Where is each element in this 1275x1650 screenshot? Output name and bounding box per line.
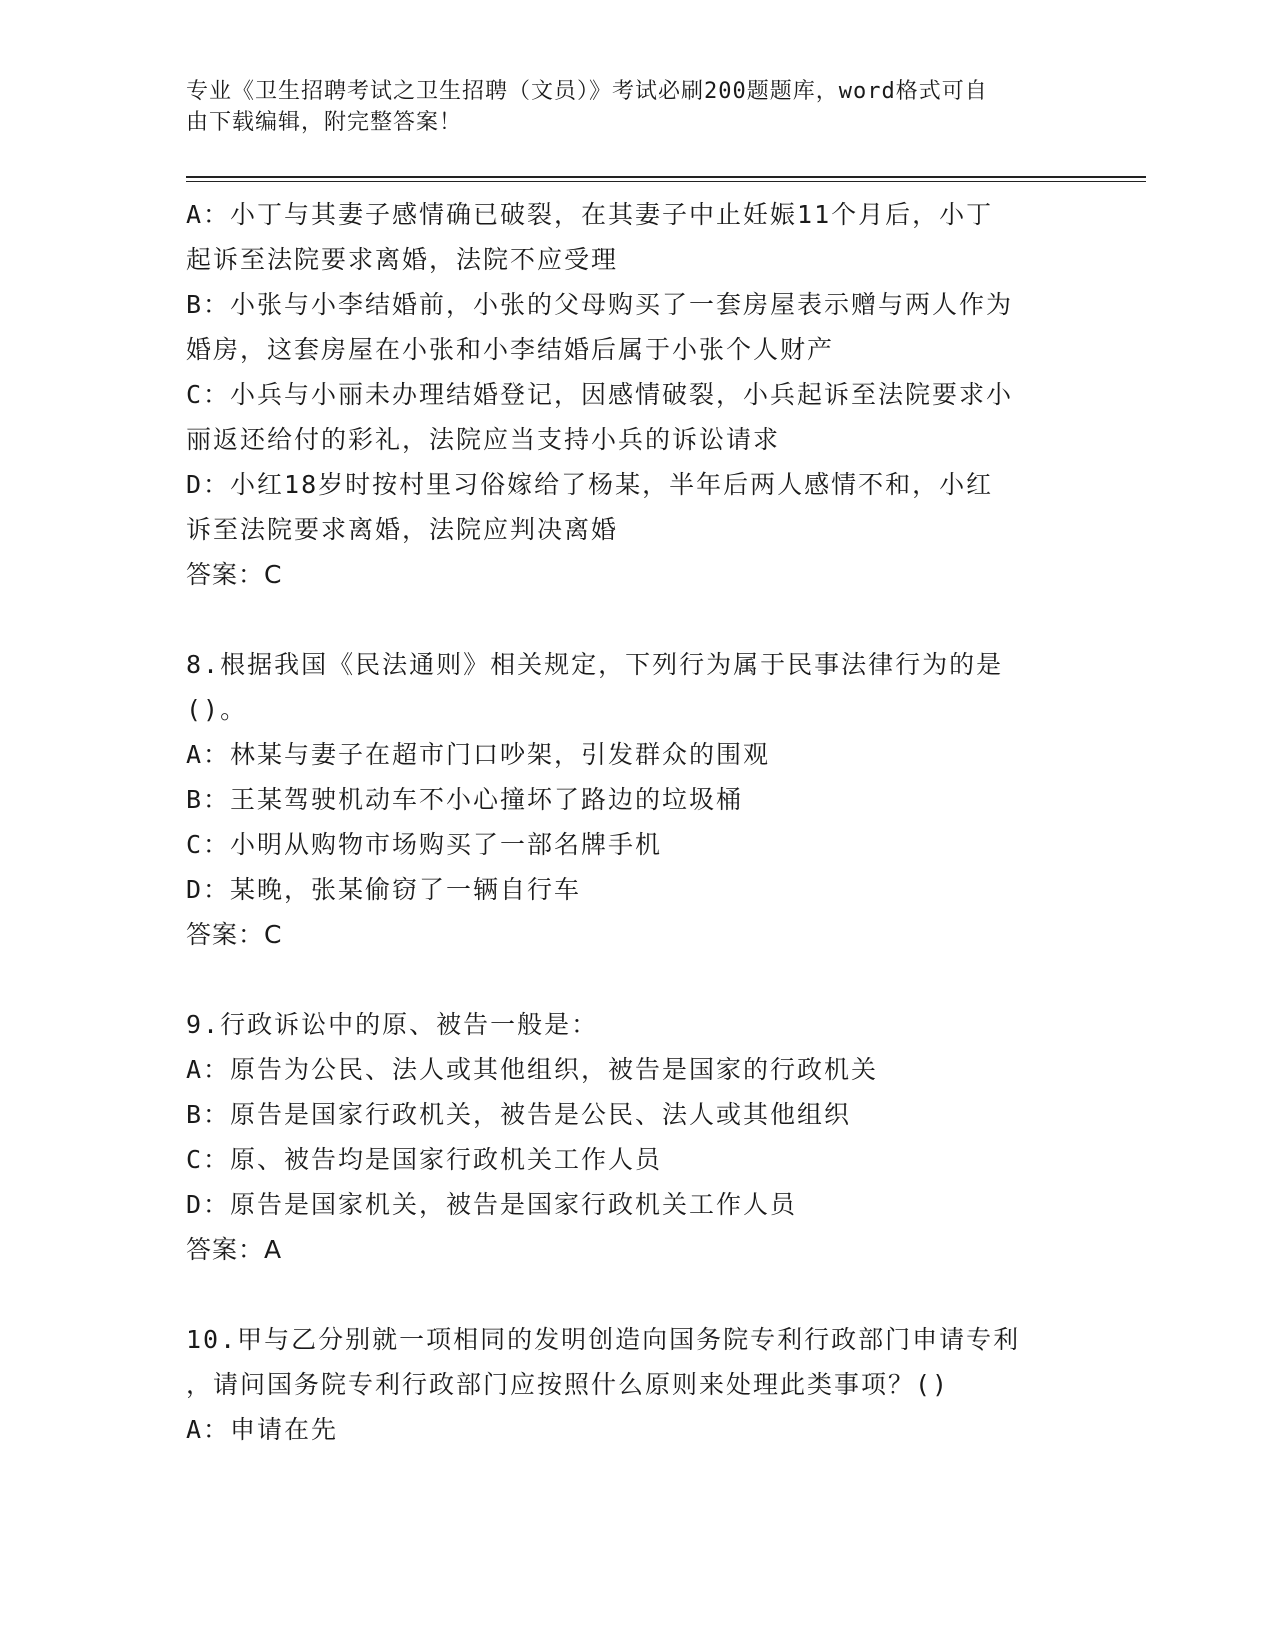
header-line-2: 由下载编辑，附完整答案！ [186,110,463,135]
q8-answer: 答案：C [186,920,283,949]
q8-option-b: B：王某驾驶机动车不小心撞坏了路边的垃圾桶 [186,785,744,814]
header-line-1: 专业《卫生招聘考试之卫生招聘（文员）》考试必刷200题题库，word格式可自 [186,79,988,104]
q9-option-c: C：原、被告均是国家行政机关工作人员 [186,1145,663,1174]
q8-option-c: C：小明从购物市场购买了一部名牌手机 [186,830,663,859]
q8-option-a: A：林某与妻子在超市门口吵架，引发群众的围观 [186,740,771,769]
q9-option-b: B：原告是国家行政机关，被告是公民、法人或其他组织 [186,1100,852,1129]
spacer [186,957,1076,1002]
spacer [186,1272,1076,1317]
document-header [186,76,1066,138]
q9-stem: 9.行政诉讼中的原、被告一般是： [186,1010,599,1039]
header-divider-thick [186,176,1146,178]
q7-option-c-line-2: 丽返还给付的彩礼，法院应当支持小兵的诉讼请求 [186,425,781,454]
q8-option-d: D：某晚，张某偷窃了一辆自行车 [186,875,582,904]
q10-stem-line-1: 10.甲与乙分别就一项相同的发明创造向国务院专利行政部门申请专利 [186,1325,1021,1354]
q9-option-a: A：原告为公民、法人或其他组织，被告是国家的行政机关 [186,1055,879,1084]
q7-answer: 答案：C [186,560,283,589]
q7-option-a-line-2: 起诉至法院要求离婚，法院不应受理 [186,245,619,274]
question-9 [186,1002,1076,1272]
q8-stem-line-1: 8.根据我国《民法通则》相关规定，下列行为属于民事法律行为的是 [186,650,1004,679]
q7-option-c-line-1: C：小兵与小丽未办理结婚登记，因感情破裂，小兵起诉至法院要求小 [186,380,1014,409]
q7-option-b-line-2: 婚房，这套房屋在小张和小李结婚后属于小张个人财产 [186,335,835,364]
document-body [186,192,1076,1452]
header-divider-thin [186,181,1146,182]
q10-option-a: A：申请在先 [186,1415,339,1444]
q8-stem-line-2: ()。 [186,695,248,724]
q7-option-b-line-1: B：小张与小李结婚前，小张的父母购买了一套房屋表示赠与两人作为 [186,290,1014,319]
q7-option-d-line-1: D：小红18岁时按村里习俗嫁给了杨某，半年后两人感情不和，小红 [186,470,994,499]
question-10 [186,1317,1076,1452]
q7-option-a-line-1: A：小丁与其妻子感情确已破裂，在其妻子中止妊娠11个月后，小丁 [186,200,994,229]
q7-option-d-line-2: 诉至法院要求离婚，法院应判决离婚 [186,515,619,544]
q9-answer: 答案：A [186,1235,283,1264]
q9-option-d: D：原告是国家机关，被告是国家行政机关工作人员 [186,1190,798,1219]
question-7 [186,192,1076,597]
question-8 [186,642,1076,957]
spacer [186,597,1076,642]
q10-stem-line-2: ，请问国务院专利行政部门应按照什么原则来处理此类事项？() [186,1370,950,1399]
